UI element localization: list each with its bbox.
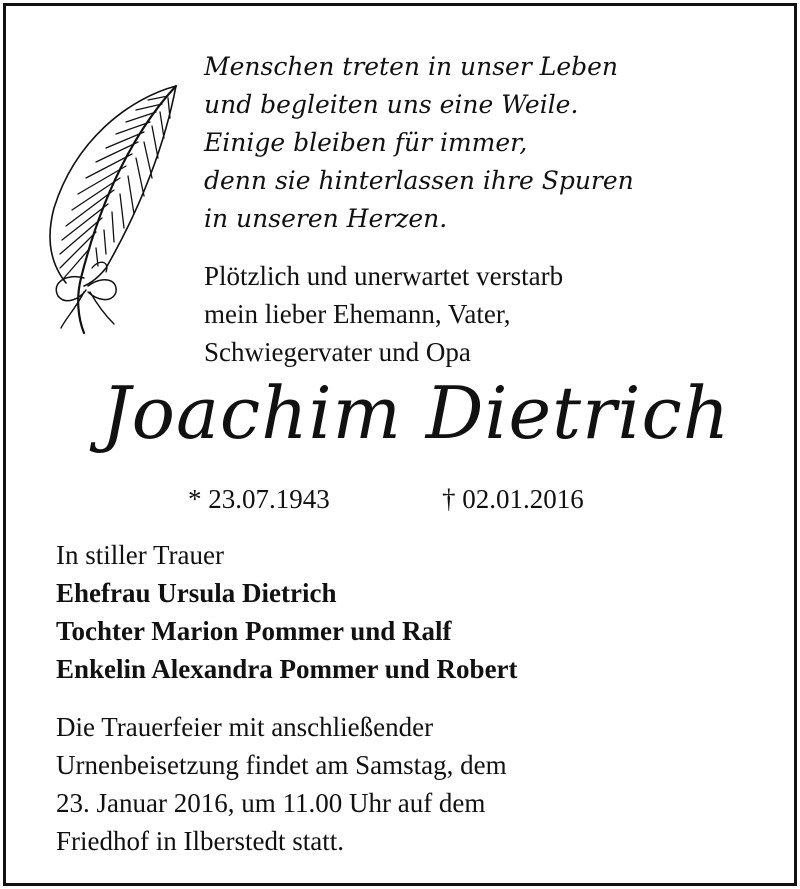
intro-line: Schwiegervater und Opa (204, 337, 471, 367)
intro-line: Plötzlich und unerwartet verstarb (204, 261, 564, 291)
deceased-name: Joachim Dietrich (101, 371, 731, 455)
mourner-name: Ehefrau Ursula Dietrich (56, 578, 337, 608)
poem-line: Menschen treten in unser Leben (204, 52, 619, 81)
announcement-intro (204, 257, 764, 371)
poem-line: Einige bleiben für immer, (204, 128, 528, 157)
service-line: Die Trauerfeier mit anschließender (56, 712, 434, 742)
service-line: Friedhof in Ilberstedt statt. (56, 826, 344, 856)
mourner-name: Enkelin Alexandra Pommer und Robert (56, 654, 518, 684)
obituary-notice (3, 3, 797, 886)
service-line: 23. Januar 2016, um 11.00 Uhr auf dem (56, 788, 486, 818)
intro-line: mein lieber Ehemann, Vater, (204, 299, 511, 329)
birth-date: * 23.07.1943 (188, 484, 330, 514)
poem-line: und begleiten uns eine Weile. (204, 90, 579, 119)
mourners-list (56, 536, 756, 688)
poem-verse (204, 48, 764, 238)
funeral-service-info (56, 708, 756, 860)
mourners-heading: In stiller Trauer (56, 540, 224, 570)
service-line: Urnenbeisetzung findet am Samstag, dem (56, 750, 507, 780)
death-date: † 02.01.2016 (442, 484, 584, 514)
mourner-name: Tochter Marion Pommer und Ralf (56, 616, 452, 646)
poem-line: denn sie hinterlassen ihre Spuren (204, 166, 634, 195)
poem-line: in unseren Herzen. (204, 204, 448, 233)
feather-icon (36, 78, 186, 338)
